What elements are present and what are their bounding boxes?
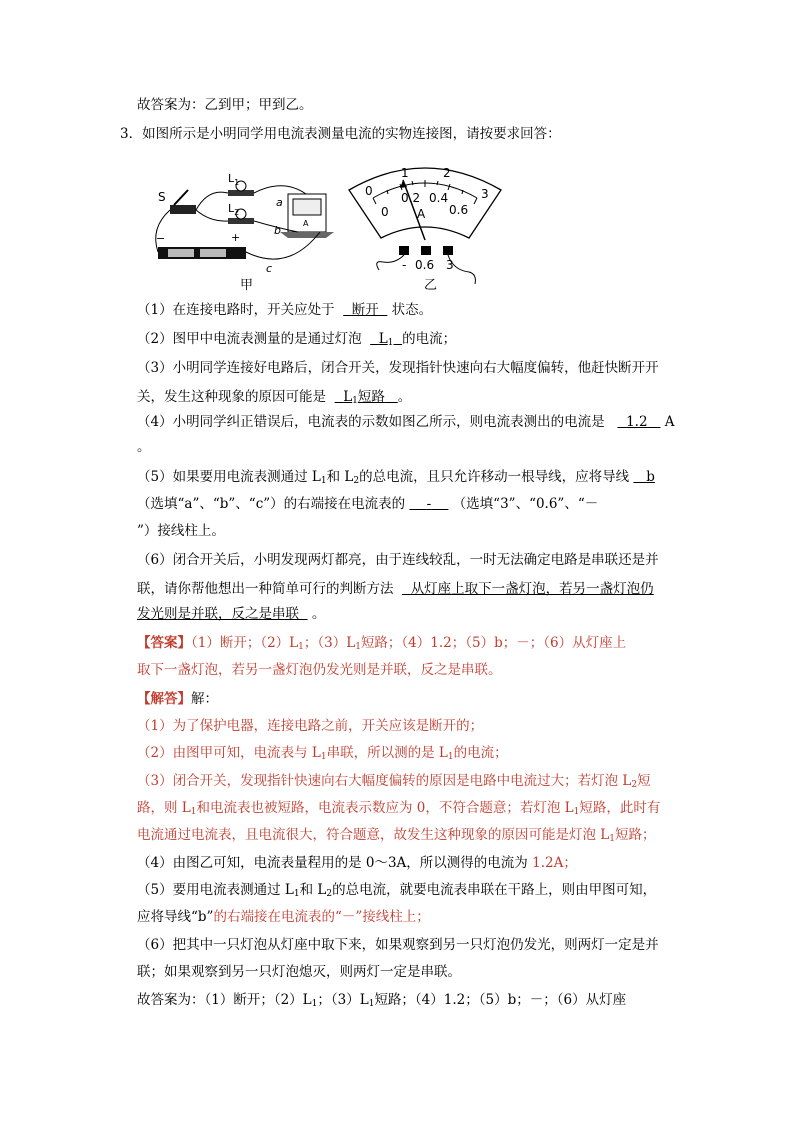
solution-step-5-line2: 应将导线“b”的右端接在电流表的“－”接线柱上； (137, 909, 430, 925)
ammeter-letter: A (303, 219, 309, 228)
figure-ammeter-dial (345, 158, 505, 293)
q2-blank: $L_1$ (378, 331, 394, 348)
terminal-0.6-label: 0.6 (415, 258, 435, 272)
q3-line1: （3）小明同学连接好电路后，闭合开关，发现指针快速向右大幅度偏转，他赶快断开开 (137, 360, 659, 376)
dial-bottom-0.4: 0.4 (429, 191, 449, 205)
solution-tag: 【解答】 (137, 691, 191, 707)
q6-line2 (137, 579, 654, 599)
dial-top-0: 0 (365, 184, 373, 198)
wire-to-minus (377, 255, 407, 272)
q3-blank: $L_1$短路 (343, 389, 385, 406)
q1-text: （1）在连接电路时，开关应处于 (137, 302, 335, 318)
q4-line2: 。 (137, 439, 151, 455)
solution-step-6-line1: （6）把其中一只灯泡从灯座中取下来，如果观察到另一只灯泡仍发光，则两灯一定是并 (137, 937, 659, 953)
solution-step-5-line1: （5）要用电流表测通过 $L_1$和 $L_2$的总电流，就要电流表串联在干路上，则由甲图可知， (137, 882, 657, 899)
q5-text-1: （5）如果要用电流表测通过 L (137, 469, 321, 485)
q5-text-4: （选填“a”、“b”、“c”）的右端接在电流表的 (137, 496, 406, 512)
switch-label: S (158, 190, 166, 204)
q5-text-2: 和 L (326, 469, 354, 485)
answer-line1: 【答案】（1）断开；$(2)L_1$；$(3)L_1$短路；（4）1.2；（5）b；－；（6）从灯座上 (137, 635, 627, 652)
figure-circuit (148, 168, 338, 293)
terminal-3 (443, 246, 453, 255)
q5-text-5: （选填“3”、“0.6”、“－ (452, 496, 599, 512)
q5-text-3: 的总电流，且只允许移动一根导线，应将导线 (359, 469, 630, 485)
q5-blank-1: b (646, 469, 655, 485)
wire-switch-lamp1 (196, 192, 228, 210)
q6-line1: （6）闭合开关后，小明发现两灯都亮，由于连线较乱，一时无法确定电路是串联还是并 (137, 552, 659, 568)
question-number: 3． (120, 126, 143, 142)
dial-bottom-0: 0 (381, 205, 389, 219)
ammeter-dial (293, 199, 321, 215)
q6-blank-cont: 发光则是并联，反之是串联 (137, 606, 299, 622)
terminal-minus (399, 246, 409, 255)
q1-blank: 断开 (351, 302, 379, 318)
q2-text: （2）图甲中电流表测量的是通过灯泡 (137, 331, 362, 347)
q6-text-end: 。 (311, 606, 326, 622)
answer-tag: 【答案】 (137, 635, 191, 651)
previous-answer: 故答案为：乙到甲；甲到乙。 (137, 97, 313, 113)
battery-cell-2 (200, 249, 226, 257)
q3-text-end: 。 (397, 389, 412, 405)
q4-unit: A (664, 414, 675, 430)
q5-line3: ”）接线柱上。 (137, 523, 225, 539)
ammeter-base (280, 232, 334, 238)
q6-text: 联，请你帮他想出一种简单可行的判断方法 (137, 581, 394, 597)
figure-jia-caption: 甲 (240, 278, 254, 293)
lamp1-label: $L_1$ (228, 172, 240, 187)
solution-step-3-line1: （3）闭合开关，发现指针快速向右大幅度偏转的原因是电路中电流过大；若灯泡 $L_2$短 (137, 773, 651, 790)
answer-line2: 取下一盏灯泡，若另一盏灯泡仍发光则是并联，反之是串联。 (137, 662, 502, 678)
switch-lever (174, 190, 188, 205)
solution-step-3-line2: 路，则 $L_1$和电流表也被短路，电流表示数应为 0，不符合题意；若灯泡 $L_1$短路，此时有 (137, 800, 661, 817)
circuit-diagram (148, 168, 338, 293)
wire-b-label: b (274, 224, 281, 237)
dial-top-2: 2 (443, 166, 451, 180)
dial-top-3: 3 (481, 187, 489, 201)
ammeter-dial-diagram (345, 158, 505, 293)
wire-switch-lamp2 (196, 210, 228, 221)
solution-step-2: （2）由图甲可知，电流表与 $L_1$串联，所以测的是 $L_1$的电流； (137, 745, 508, 762)
q4-text: （4）小明同学纠正错误后，电流表的示数如图乙所示，则电流表测出的电流是 (137, 414, 605, 430)
solution-start: 解： (191, 691, 218, 707)
q2 (137, 329, 456, 349)
question-prompt (120, 124, 561, 144)
wire-c-label: c (266, 262, 273, 275)
terminal-3-label: 3 (446, 258, 454, 272)
solution-step-4: （4）由图乙可知，电流表量程用的是 0～3A，所以测得的电流为 1.2A； (137, 855, 577, 871)
dial-top-1: 1 (401, 166, 409, 180)
dial-bottom-0.2: 0.2 (401, 191, 421, 205)
terminal-0.6 (421, 246, 431, 255)
q6-line3 (137, 604, 325, 624)
q1-text-end: 状态。 (391, 302, 433, 318)
lamp2-label: $L_2$ (228, 202, 240, 217)
solution-step-3-line3: 电流通过电流表，且电流很大，符合题意，故发生这种现象的原因可能是灯泡 $L_1$短路； (137, 827, 656, 844)
battery-minus: − (156, 232, 166, 245)
q3-line2 (137, 387, 411, 407)
solution-step-1: （1）为了保护电器，连接电路之前，开关应该是断开的； (137, 718, 484, 734)
wire-battery-switch (156, 210, 170, 252)
question-text: 如图所示是小明同学用电流表测量电流的实物连接图，请按要求回答： (142, 126, 561, 142)
q5-blank-2: - (426, 496, 432, 512)
q5-line1: （5）如果要用电流表测通过 $L_1$和 $L_2$的总电流，且只允许移动一根导线，应将导线 b (137, 469, 655, 486)
battery-plus: + (231, 231, 241, 244)
solution-header (137, 689, 218, 709)
terminal-minus-label: - (402, 258, 407, 272)
wire-a (254, 186, 306, 194)
figure-yi-caption: 乙 (424, 278, 438, 293)
q5-line2 (137, 494, 598, 514)
q4-line1 (137, 412, 674, 432)
q1 (137, 300, 432, 320)
q4-blank: 1.2 (626, 414, 648, 430)
dial-bottom-0.6: 0.6 (449, 203, 469, 217)
dial-face (349, 168, 501, 238)
q3-text: 关，发生这种现象的原因可能是 (137, 389, 326, 405)
solution-step-6-line2: 联；如果观察到另一只灯泡熄灭，则两灯一定是串联。 (137, 964, 461, 980)
switch-base (170, 205, 196, 214)
q6-blank: 从灯座上取下一盏灯泡，若另一盏灯泡仍 (410, 581, 654, 597)
wire-a-label: a (276, 196, 283, 209)
q2-text-end: 的电流； (402, 331, 457, 347)
battery-cell-1 (168, 249, 194, 257)
final-answer: 故答案为：（1）断开；$(2)L_1$；$(3)L_1$短路；（4）1.2；（5）b；－；（6）从灯座 (137, 992, 627, 1009)
dial-unit: A (417, 207, 426, 221)
